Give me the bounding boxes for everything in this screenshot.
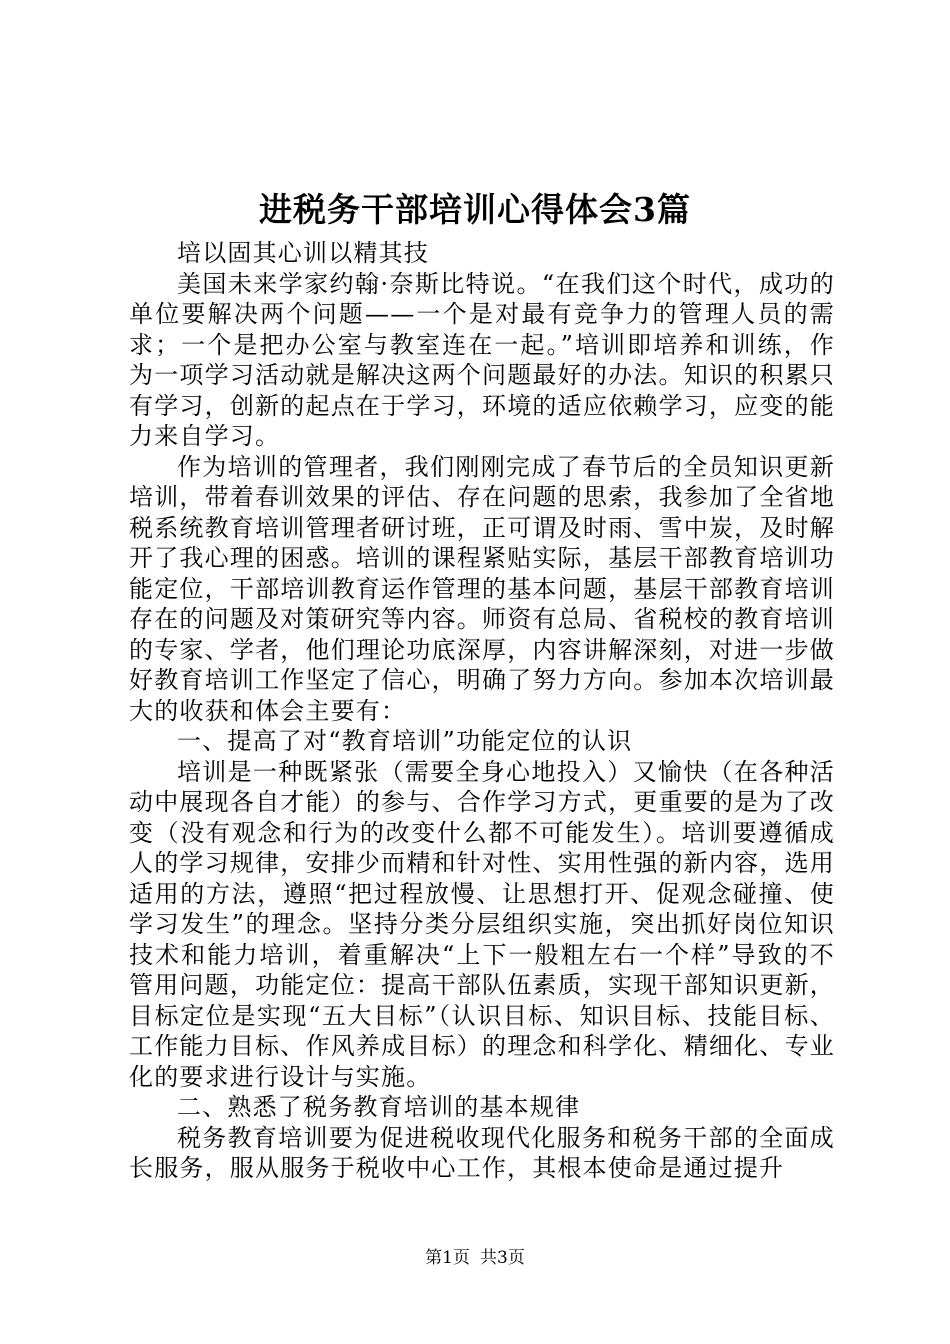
paragraph-2: 作为培训的管理者，我们刚刚完成了春节后的全员知识更新培训，带着春训效果的评估、存在问题的思索，我参加了全省地税系统教育培训管理者研讨班，正可谓及时雨、雪中炭，及时解开了我心理的困惑。培训的课程紧贴实际，基层干部教育培训功能定位，干部培训教育运作管理的基本问题，基层干部教育培训存在的问题及对策研究等内容。师资有总局、省税校的教育培训的专家、学者，他们理论功底深厚，内容讲解深刻，对进一步做好教育培训工作坚定了信心，明确了努力方向。参加本次培训最大的收获和体会主要有： — [129, 452, 835, 725]
document-title: 进税务干部培训心得体会3篇 — [259, 190, 691, 229]
section-heading-1: 一、提高了对“教育培训”功能定位的认识 — [177, 727, 633, 755]
paragraph-subtitle: 培以固其心训以精其技 — [177, 239, 429, 267]
paragraph-3: 培训是一种既紧张（需要全身心地投入）又愉快（在各种活动中展现各自才能）的参与、合作学习方式，更重要的是为了改变（没有观念和行为的改变什么都不可能发生）。培训要遵循成人的学习规律，安排少而精和针对性、实用性强的新内容，选用适用的方法，遵照“把过程放慢、让思想打开、促观念碰撞、使学习发生”的理念。坚持分类分层组织实施，突出抓好岗位知识技术和能力培训，着重解决“上下一般粗左右一个样”导致的不管用问题，功能定位：提高干部队伍素质，实现干部知识更新，目标定位是实现“五大目标”（认识目标、知识目标、技能目标、工作能力目标、作风养成目标）的理念和科学化、精细化、专业化的要求进行设计与实施。 — [129, 757, 835, 1091]
page-footer — [0, 1246, 950, 1270]
page-total: 共3页 — [480, 1248, 525, 1268]
paragraph-1: 美国未来学家约翰·奈斯比特说。“在我们这个时代，成功的单位要解决两个问题——一个是对最有竞争力的管理人员的需求；一个是把办公室与教室连在一起。”培训即培养和训练，作为一项学习活动就是解决这两个问题最好的办法。知识的积累只有学习，创新的起点在于学习，环境的适应依赖学习，应变的能力来自学习。 — [129, 269, 835, 450]
paragraph-4: 税务教育培训要为促进税收现代化服务和税务干部的全面成长服务，服从服务于税收中心工作，其根本使命是通过提升 — [129, 1123, 835, 1182]
page-number: 第1页 — [425, 1248, 470, 1268]
document-body — [129, 238, 835, 1184]
section-heading-2: 二、熟悉了税务教育培训的基本规律 — [177, 1093, 581, 1121]
